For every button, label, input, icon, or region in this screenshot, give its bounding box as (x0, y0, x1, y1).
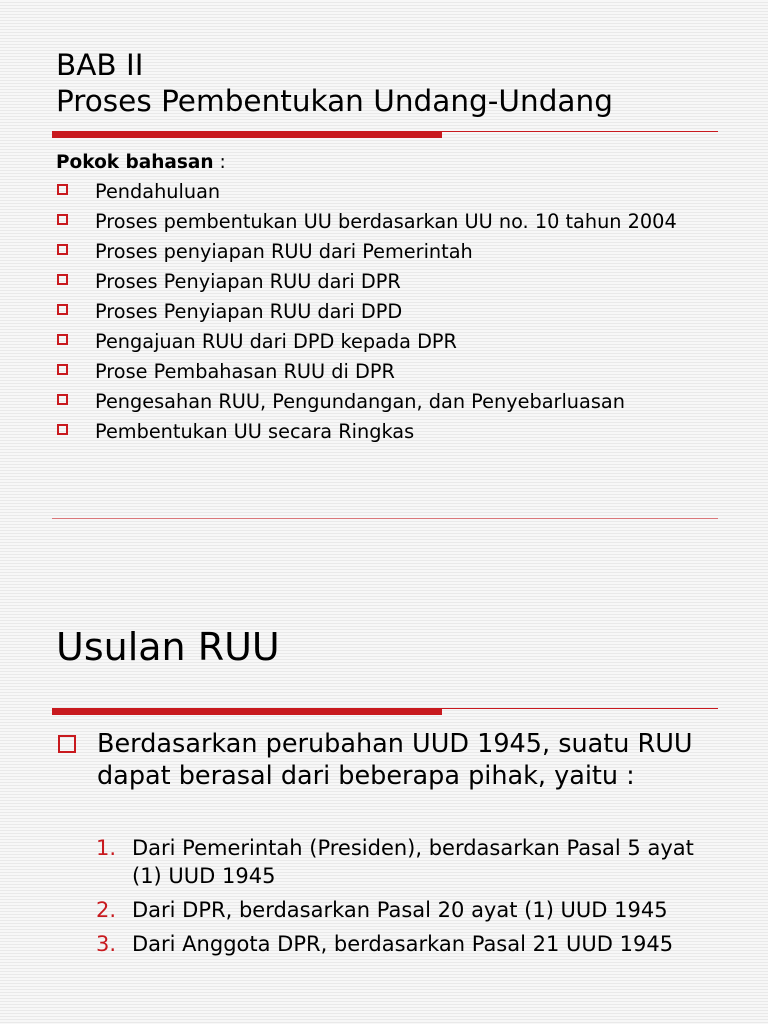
chapter-label: BAB II (56, 48, 144, 82)
slide-2 (0, 519, 768, 1024)
numbered-list (96, 834, 716, 964)
list-item-text: Proses Penyiapan RUU dari DPR (95, 270, 401, 293)
hollow-square-icon (58, 735, 76, 753)
title-underline-thick (52, 131, 442, 138)
list-item (56, 330, 716, 355)
list-item-text: Pendahuluan (95, 180, 221, 203)
hollow-square-icon (57, 334, 68, 345)
slide-title: Usulan RUU (56, 625, 280, 669)
subheading-bold: Pokok bahasan (56, 152, 214, 173)
hollow-square-icon (57, 244, 68, 255)
hollow-square-icon (57, 304, 68, 315)
title-underline-thin (442, 131, 718, 132)
subheading-colon: : (213, 152, 226, 173)
numbered-item-text: Dari Anggota DPR, berdasarkan Pasal 21 UUD 1945 (132, 932, 674, 956)
main-bullet-text: Berdasarkan perubahan UUD 1945, suatu RUU dapat berasal dari beberapa pihak, yaitu : (97, 729, 693, 791)
slide-title (56, 47, 613, 119)
hollow-square-icon (57, 424, 68, 435)
chapter-title: Proses Pembentukan Undang-Undang (56, 84, 613, 118)
item-number: 1. (96, 836, 117, 860)
list-item (56, 390, 716, 415)
numbered-item-text: Dari DPR, berdasarkan Pasal 20 ayat (1) UUD 1945 (132, 898, 668, 922)
list-item-text: Pengesahan RUU, Pengundangan, dan Penyebarluasan (95, 390, 625, 413)
list-item (56, 360, 716, 385)
hollow-square-icon (57, 364, 68, 375)
list-item-text: Proses penyiapan RUU dari Pemerintah (95, 240, 473, 263)
title-underline-thin (442, 708, 718, 709)
subheading (56, 152, 226, 174)
list-item (56, 270, 716, 295)
topic-list (56, 180, 716, 450)
hollow-square-icon (57, 184, 68, 195)
hollow-square-icon (57, 394, 68, 405)
numbered-item (96, 896, 716, 924)
item-number: 2. (96, 898, 117, 922)
item-number: 3. (96, 932, 117, 956)
list-item (56, 300, 716, 325)
list-item (56, 210, 716, 235)
main-bullet (58, 728, 718, 792)
numbered-item (96, 834, 716, 890)
list-item-text: Proses Penyiapan RUU dari DPD (95, 300, 403, 323)
hollow-square-icon (57, 274, 68, 285)
hollow-square-icon (57, 214, 68, 225)
list-item (56, 240, 716, 265)
list-item (56, 420, 716, 445)
list-item-text: Pengajuan RUU dari DPD kepada DPR (95, 330, 457, 353)
numbered-item (96, 930, 716, 958)
list-item-text: Prose Pembahasan RUU di DPR (95, 360, 395, 383)
list-item (56, 180, 716, 205)
list-item-text: Pembentukan UU secara Ringkas (95, 420, 415, 443)
numbered-item-text: Dari Pemerintah (Presiden), berdasarkan Pasal 5 ayat (1) UUD 1945 (132, 836, 694, 888)
list-item-text: Proses pembentukan UU berdasarkan UU no. 10 tahun 2004 (95, 210, 677, 233)
title-underline-thick (52, 708, 442, 715)
